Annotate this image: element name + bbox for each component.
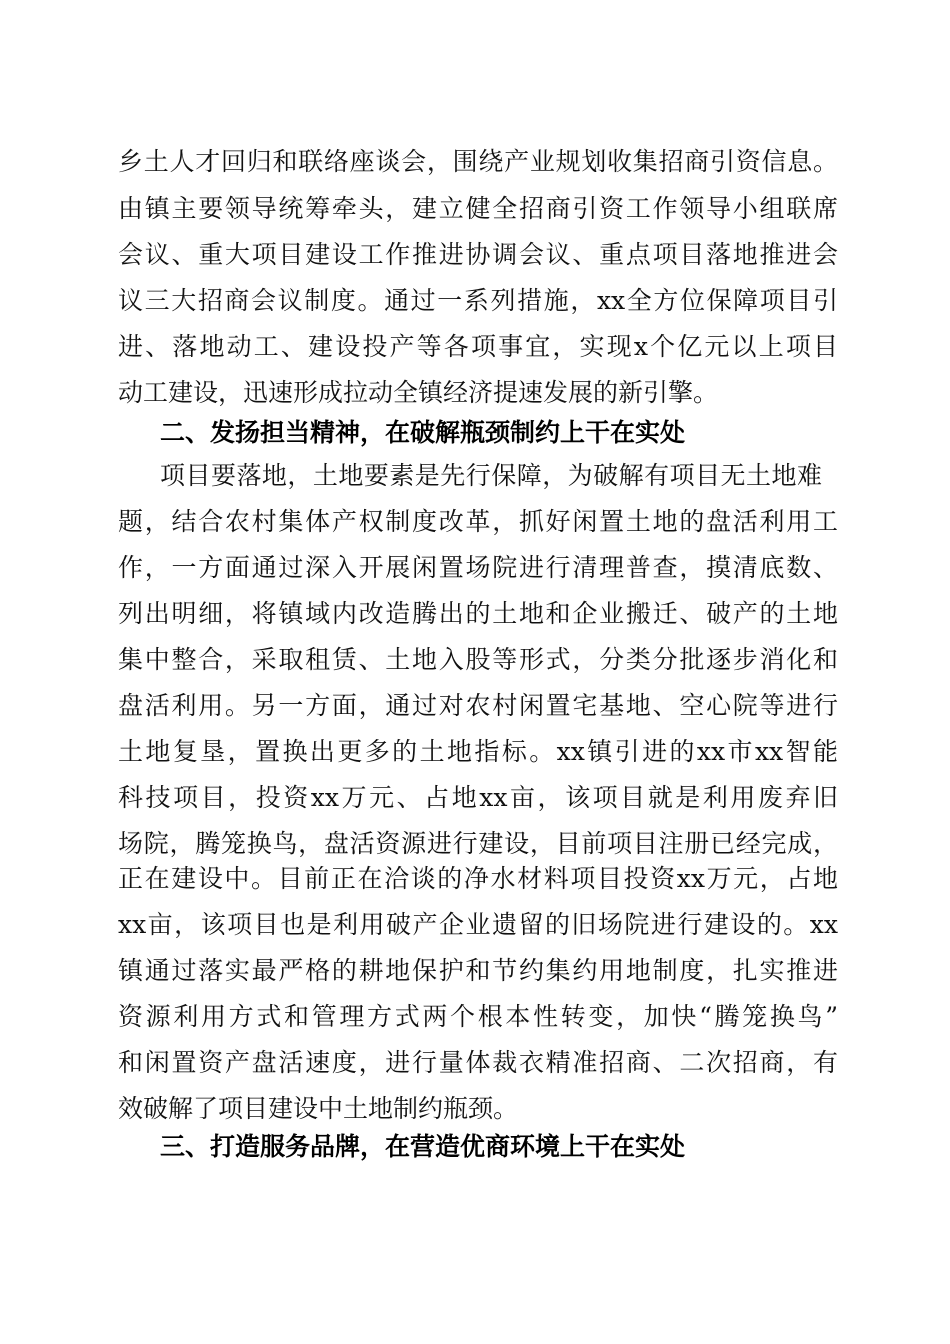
paragraph-line: 议三大招商会议制度。通过一系列措施，xx全方位保障项目引 [118, 286, 838, 315]
paragraph-line: 镇通过落实最严格的耕地保护和节约集约用地制度，扎实推进 [118, 956, 838, 985]
paragraph-line: 列出明细，将镇域内改造腾出的土地和企业搬迁、破产的土地 [118, 599, 838, 628]
paragraph-line: 场院，腾笼换鸟，盘活资源进行建设，目前项目注册已经完成， [118, 829, 838, 858]
paragraph-line: 动工建设，迅速形成拉动全镇经济提速发展的新引擎。 [118, 378, 719, 407]
paragraph-line: 和闲置资产盘活速度，进行量体裁衣精准招商、二次招商，有 [118, 1048, 838, 1077]
section-heading-3: 三、打造服务品牌，在营造优商环境上干在实处 [160, 1132, 686, 1161]
paragraph-line: 集中整合，采取租赁、土地入股等形式，分类分批逐步消化和 [118, 645, 838, 674]
paragraph-line: 进、落地动工、建设投产等各项事宜，实现x个亿元以上项目 [118, 332, 838, 361]
paragraph-line: 会议、重大项目建设工作推进协调会议、重点项目落地推进会 [118, 240, 838, 269]
paragraph-line: 科技项目，投资xx万元、占地xx亩，该项目就是利用废弃旧 [118, 783, 838, 812]
paragraph-line: 盘活利用。另一方面，通过对农村闲置宅基地、空心院等进行 [118, 691, 838, 720]
paragraph-line: 由镇主要领导统筹牵头，建立健全招商引资工作领导小组联席 [118, 194, 838, 223]
paragraph-line: 作，一方面通过深入开展闲置场院进行清理普查，摸清底数、 [118, 553, 838, 582]
section-heading-2: 二、发扬担当精神，在破解瓶颈制约上干在实处 [160, 418, 686, 447]
paragraph-line: 资源利用方式和管理方式两个根本性转变，加快“腾笼换鸟” [118, 1002, 838, 1031]
paragraph-line: 效破解了项目建设中土地制约瓶颈。 [118, 1094, 519, 1123]
paragraph-line: 题，结合农村集体产权制度改革，抓好闲置土地的盘活利用工 [118, 507, 838, 536]
paragraph-line: xx亩，该项目也是利用破产企业遗留的旧场院进行建设的。xx [118, 910, 838, 939]
paragraph-line: 正在建设中。目前正在洽谈的净水材料项目投资xx万元，占地 [118, 864, 838, 893]
paragraph-line: 土地复垦，置换出更多的土地指标。xx镇引进的xx市xx智能 [118, 737, 838, 766]
paragraph-line: 乡土人才回归和联络座谈会，围绕产业规划收集招商引资信息。 [118, 147, 838, 176]
paragraph-line: 项目要落地，土地要素是先行保障，为破解有项目无土地难 [160, 461, 822, 490]
